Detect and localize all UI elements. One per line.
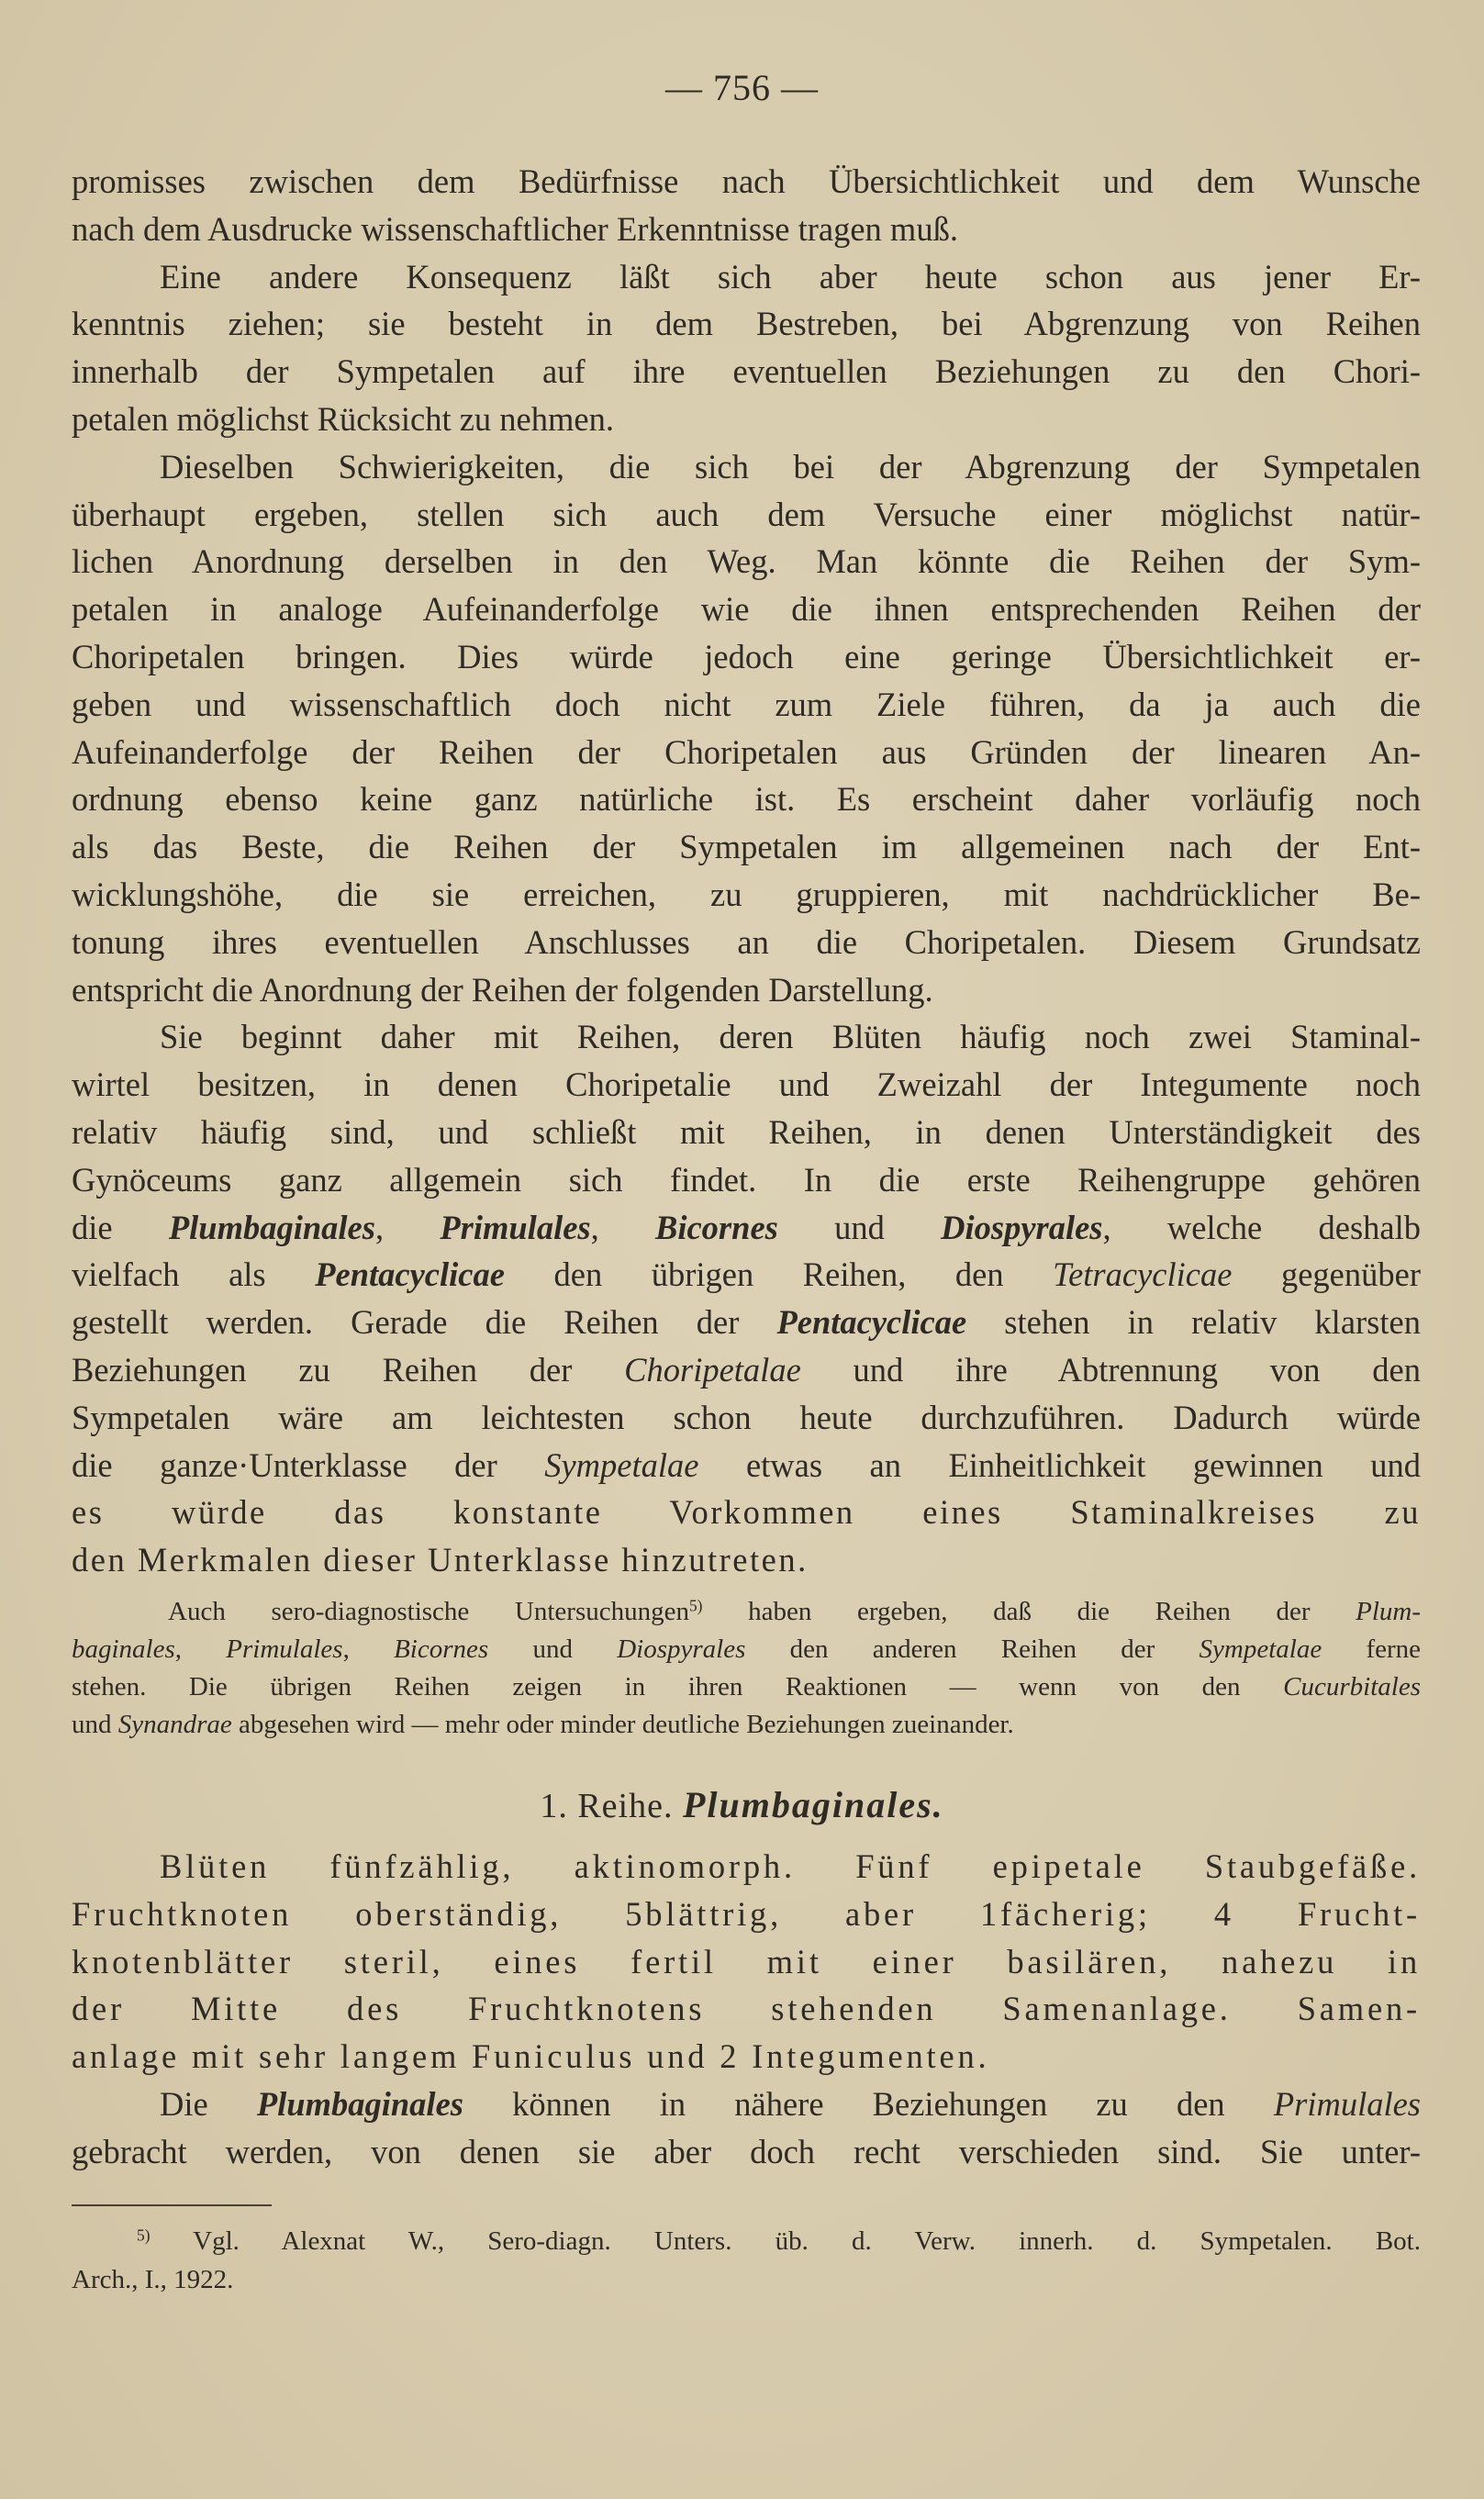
section-number: 1. Reihe.: [540, 1787, 674, 1825]
text-run: lichen Anordnung derselben in den Weg. Man könnte die Reihen der Sym-: [72, 542, 1421, 581]
text-run: Dieselben Schwierigkeiten, die sich bei der Abgrenzung der Sympetalen: [160, 447, 1421, 485]
text-line: [72, 1394, 1421, 1442]
text-line: [72, 775, 1421, 823]
section-line: [72, 1843, 1421, 1891]
footnote-line: [72, 2222, 1421, 2260]
text-line: [72, 538, 1421, 586]
taxon-name-italic: Choripetalae: [624, 1350, 801, 1389]
text-run: Sie beginnt daher mit Reihen, deren Blüten häufig noch zwei Staminal-: [160, 1018, 1421, 1056]
text-run: überhaupt ergeben, stellen sich auch dem Versuche einer möglichst natür-: [72, 495, 1421, 533]
text-run: Choripetalen bringen. Dies würde jedoch eine geringe Übersichtlichkeit er-: [72, 637, 1421, 675]
taxon-name-bold: Plumbaginales: [168, 1208, 375, 1246]
text-run: der Mitte des Fruchtknotens stehenden Samenanlage. Samen-: [72, 1990, 1421, 2028]
text-run: ,: [374, 1208, 441, 1246]
text-line: [72, 729, 1421, 776]
text-line: [72, 823, 1421, 871]
text-run: Beziehungen zu Reihen der: [72, 1350, 625, 1389]
text-line: [72, 1442, 1421, 1489]
note-line: [72, 1668, 1421, 1706]
text-run: gestellt werden. Gerade die Reihen der: [72, 1303, 777, 1342]
taxon-name-italic: Cucurbitales: [1283, 1672, 1421, 1701]
text-line: [72, 681, 1421, 729]
text-run: knotenblätter steril, eines fertil mit einer basilären, nahezu in: [72, 1942, 1421, 1980]
text-run: die: [72, 1208, 169, 1246]
text-line: [72, 206, 1421, 253]
text-run: ,: [342, 1634, 395, 1664]
text-run: Aufeinanderfolge der Reihen der Choripetalen aus Gründen der linearen An-: [72, 732, 1421, 771]
text-line: [72, 1013, 1421, 1061]
text-line: [72, 586, 1421, 633]
text-line: [72, 1156, 1421, 1204]
text-run: Arch., I., 1922.: [72, 2265, 234, 2294]
text-run: Die: [160, 2084, 257, 2123]
text-run: kenntnis ziehen; sie besteht in dem Bestreben, bei Abgrenzung von Reihen: [72, 305, 1421, 343]
section-line: [72, 2128, 1421, 2176]
text-run: Fruchtknoten oberständig, 5blättrig, aber 1fächerig; 4 Frucht-: [72, 1894, 1421, 1933]
text-run: wirtel besitzen, in denen Choripetalie und Zweizahl der Integumente noch: [72, 1065, 1421, 1104]
small-print-note: [72, 1593, 1421, 1744]
taxon-name-italic: Diospyrales: [617, 1634, 746, 1664]
taxon-name-bold: Pentacyclicae: [776, 1303, 967, 1342]
text-run: ordnung ebenso keine ganz natürliche ist. Es erscheint daher vorläufig noch: [72, 780, 1421, 819]
text-run: petalen möglichst Rücksicht zu nehmen.: [72, 399, 614, 438]
taxon-name-italic: baginales: [72, 1634, 175, 1664]
text-run: haben ergeben, daß die Reihen der: [702, 1597, 1356, 1626]
text-line: [72, 1251, 1421, 1299]
text-line: [72, 348, 1421, 396]
text-run: tonung ihres eventuellen Anschlusses an die Choripetalen. Diesem Grundsatz: [72, 922, 1421, 961]
section-text-block: [72, 1843, 1421, 2176]
taxon-name-italic: Synandrae: [117, 1710, 232, 1739]
text-run: innerhalb der Sympetalen auf ihre eventuellen Beziehungen zu den Chori-: [72, 352, 1421, 391]
taxon-name-bold: Primulales: [440, 1208, 591, 1246]
text-line: [72, 1489, 1421, 1536]
text-run: ,: [174, 1634, 227, 1664]
taxon-name-italic: Tetracyclicae: [1053, 1255, 1233, 1294]
text-run: , welche deshalb: [1102, 1208, 1421, 1246]
text-line: [72, 1536, 1421, 1584]
taxon-name-bold: Plumbaginales: [256, 2084, 463, 2123]
text-run: stehen. Die übrigen Reihen zeigen in ihren Reaktionen — wenn von den: [72, 1672, 1284, 1701]
text-run: relativ häufig sind, und schließt mit Reihen, in denen Unterständigkeit des: [72, 1112, 1421, 1151]
text-line: [72, 633, 1421, 681]
text-run: promisses zwischen dem Bedürfnisse nach Übersichtlichkeit und dem Wunsche: [72, 162, 1421, 200]
note-line: [72, 1631, 1421, 1668]
footnote-divider: [72, 2204, 272, 2206]
text-run: nach dem Ausdrucke wissenschaftlicher Erkenntnisse tragen muß.: [72, 209, 958, 248]
text-line: [72, 443, 1421, 491]
text-run: Sympetalen wäre am leichtesten schon heute durchzuführen. Dadurch würde: [72, 1398, 1421, 1436]
main-text-block: [72, 158, 1421, 1584]
taxon-name-bold: Pentacyclicae: [315, 1255, 505, 1294]
page-number: — 756 —: [665, 67, 819, 108]
text-run: und ihre Abtrennung von den: [800, 1350, 1421, 1389]
text-line: [72, 966, 1421, 1014]
text-run: können in nähere Beziehungen zu den: [463, 2084, 1274, 2123]
text-line: [72, 396, 1421, 443]
text-run: und: [777, 1208, 942, 1246]
text-run: entspricht die Anordnung der Reihen der folgenden Darstellung.: [72, 970, 933, 1009]
section-line: [72, 1985, 1421, 2033]
text-run: Auch sero-diagnostische Untersuchungen: [168, 1597, 689, 1626]
text-run: Blüten fünfzählig, aktinomorph. Fünf epipetale Staubgefäße.: [160, 1847, 1421, 1885]
note-line: [72, 1706, 1421, 1744]
text-line: [72, 491, 1421, 539]
section-title-order: Plumbaginales.: [682, 1784, 944, 1825]
text-run: und: [72, 1710, 118, 1739]
text-run: vielfach als: [72, 1255, 316, 1294]
text-line: [72, 1109, 1421, 1156]
text-run: den übrigen Reihen, den: [504, 1255, 1054, 1294]
text-line: [72, 300, 1421, 348]
text-run: Gynöceums ganz allgemein sich findet. In die erste Reihengruppe gehören: [72, 1160, 1421, 1199]
footnote-marker: 5): [137, 2226, 151, 2245]
taxon-name-italic: Sympetalae: [1199, 1634, 1322, 1664]
text-run: den Merkmalen dieser Unterklasse hinzutreten.: [72, 1541, 809, 1579]
taxon-name-italic: Plum-: [1356, 1597, 1421, 1626]
text-run: die ganze·Unterklasse der: [72, 1445, 545, 1484]
text-line: [72, 1061, 1421, 1109]
footnote-line: [72, 2260, 1421, 2299]
text-run: ,: [590, 1208, 655, 1246]
text-run: es würde das konstante Vorkommen eines Staminalkreises zu: [72, 1493, 1421, 1532]
taxon-name-italic: Bicornes: [394, 1634, 489, 1664]
text-run: gegenüber: [1232, 1255, 1421, 1294]
section-line: [72, 2081, 1421, 2128]
text-run: als das Beste, die Reihen der Sympetalen im allgemeinen nach der Ent-: [72, 828, 1421, 866]
footnote: [72, 2222, 1421, 2299]
text-run: den anderen Reihen der: [745, 1634, 1199, 1664]
text-run: Vgl. Alexnat W., Sero-diagn. Unters. üb. d. Verw. innerh. d. Sympetalen. Bot.: [150, 2226, 1421, 2256]
text-line: [72, 1299, 1421, 1346]
text-run: und: [488, 1634, 618, 1664]
text-run: abgesehen wird — mehr oder minder deutliche Beziehungen zueinander.: [231, 1710, 1014, 1739]
taxon-name-italic: Primulales: [1273, 2084, 1421, 2123]
text-line: [72, 1346, 1421, 1394]
text-line: [72, 158, 1421, 206]
text-run: gebracht werden, von denen sie aber doch recht verschieden sind. Sie unter-: [72, 2132, 1421, 2170]
text-run: etwas an Einheitlichkeit gewinnen und: [698, 1445, 1421, 1484]
taxon-name-italic: Sympetalae: [544, 1445, 699, 1484]
text-run: wicklungshöhe, die sie erreichen, zu gruppieren, mit nachdrücklicher Be-: [72, 875, 1421, 913]
section-heading: [0, 1783, 1484, 1826]
taxon-name-bold: Diospyrales: [941, 1208, 1103, 1246]
note-line: [72, 1593, 1421, 1631]
taxon-name-italic: Primulales: [226, 1634, 343, 1664]
section-line: [72, 2033, 1421, 2081]
text-run: stehen in relativ klarsten: [966, 1303, 1421, 1342]
taxon-name-bold: Bicornes: [655, 1208, 778, 1246]
footnote-marker: 5): [688, 1596, 703, 1615]
text-run: Eine andere Konsequenz läßt sich aber heute schon aus jener Er-: [160, 257, 1421, 296]
section-line: [72, 1891, 1421, 1938]
text-run: geben und wissenschaftlich doch nicht zum Ziele führen, da ja auch die: [72, 685, 1421, 723]
text-run: petalen in analoge Aufeinanderfolge wie die ihnen entsprechenden Reihen der: [72, 590, 1421, 629]
text-line: [72, 919, 1421, 966]
text-line: [72, 871, 1421, 919]
text-run: anlage mit sehr langem Funiculus und 2 Integumenten.: [72, 2037, 990, 2076]
text-line: [72, 253, 1421, 301]
text-line: [72, 1204, 1421, 1252]
text-run: ferne: [1322, 1634, 1422, 1664]
section-line: [72, 1938, 1421, 1986]
